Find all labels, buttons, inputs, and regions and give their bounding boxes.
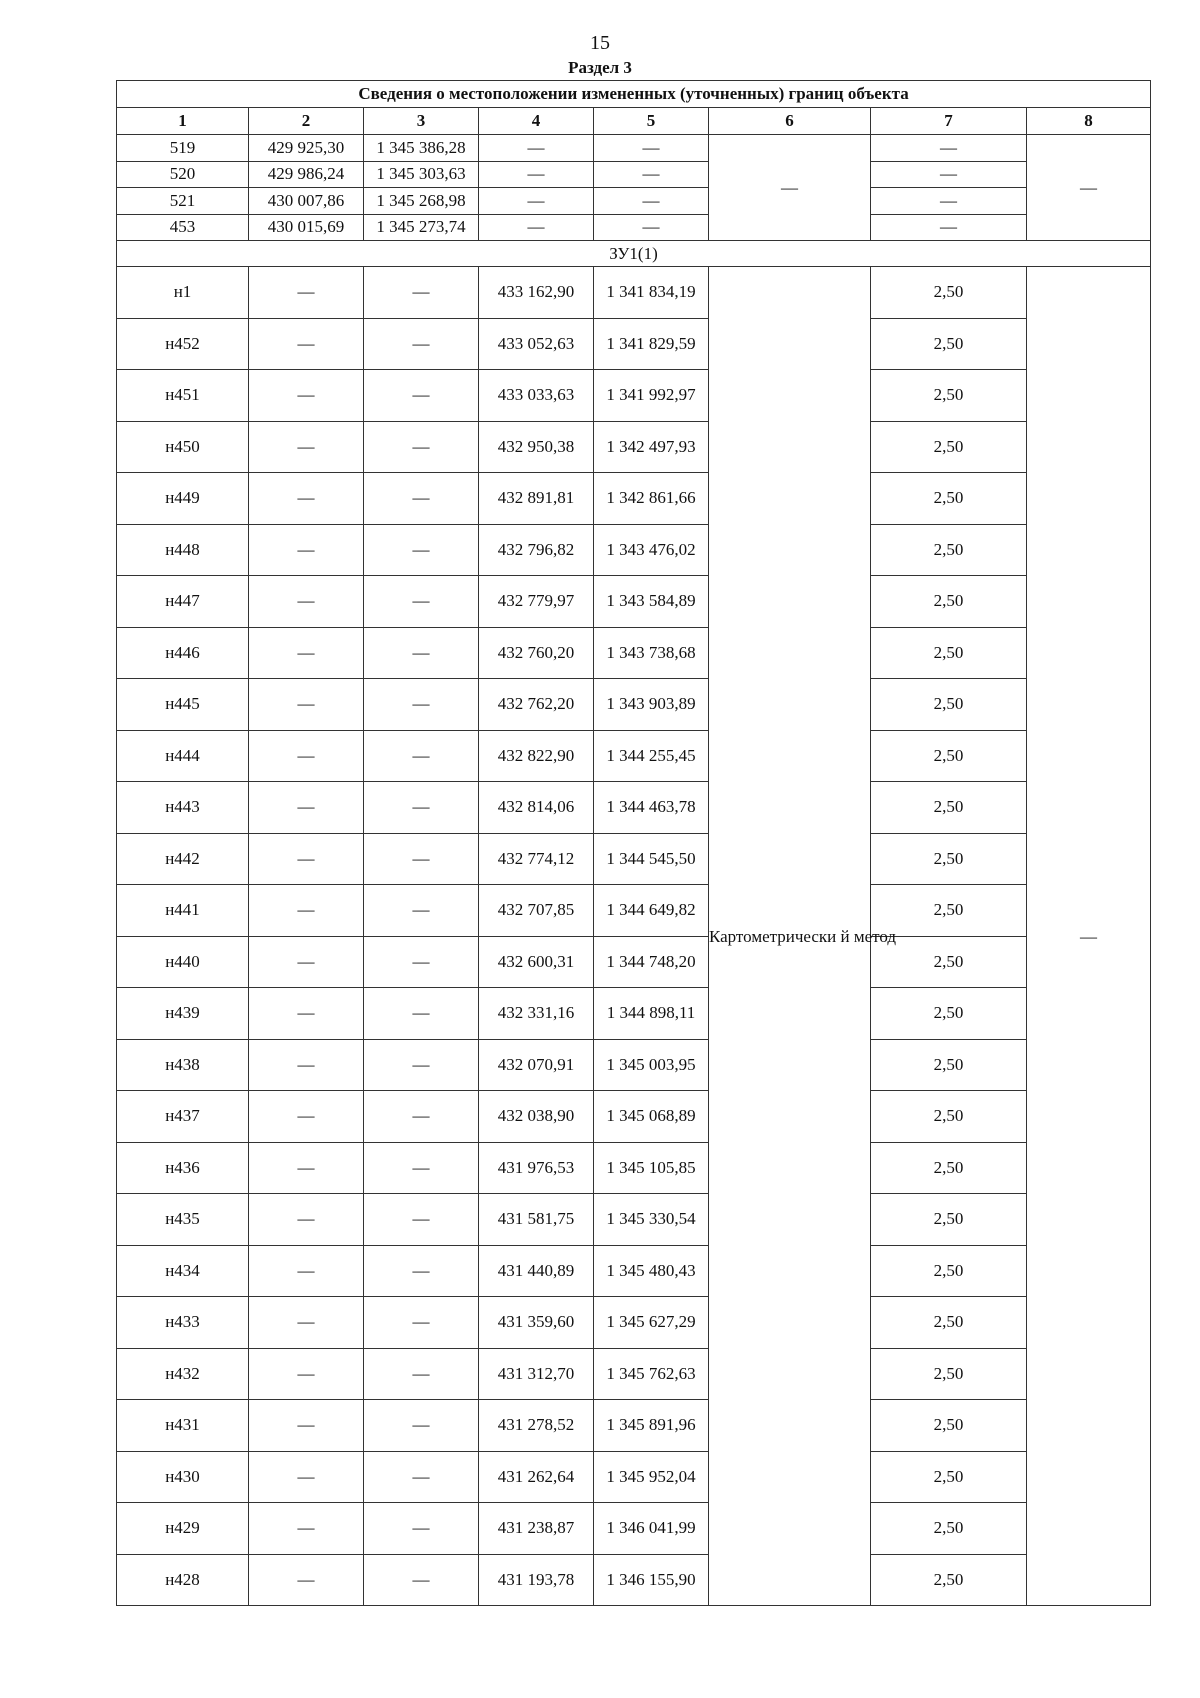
y-coordinate-cell: — <box>364 782 479 834</box>
table-row <box>117 576 1151 628</box>
new-x-cell: 432 760,20 <box>479 627 594 679</box>
y-coordinate-cell: — <box>364 627 479 679</box>
accuracy-cell: 2,50 <box>871 576 1027 628</box>
accuracy-cell: 2,50 <box>871 1348 1027 1400</box>
new-y-cell: 1 344 898,11 <box>594 988 709 1040</box>
point-number-cell: н433 <box>117 1297 249 1349</box>
accuracy-cell: 2,50 <box>871 1554 1027 1606</box>
x-coordinate-cell: — <box>249 524 364 576</box>
new-y-cell: 1 345 003,95 <box>594 1039 709 1091</box>
new-x-cell: 432 796,82 <box>479 524 594 576</box>
x-coordinate-cell: — <box>249 679 364 731</box>
x-coordinate-cell: — <box>249 782 364 834</box>
y-coordinate-cell: — <box>364 936 479 988</box>
x-coordinate-cell: — <box>249 1245 364 1297</box>
x-coordinate-cell: — <box>249 1142 364 1194</box>
accuracy-cell: 2,50 <box>871 833 1027 885</box>
new-x-cell: 432 070,91 <box>479 1039 594 1091</box>
point-number-cell: н452 <box>117 318 249 370</box>
point-number-cell: н447 <box>117 576 249 628</box>
x-coordinate-cell: — <box>249 988 364 1040</box>
table-row <box>117 188 1151 215</box>
column-header-7: 7 <box>871 108 1027 135</box>
point-number-cell: н440 <box>117 936 249 988</box>
table-row <box>117 318 1151 370</box>
point-number-cell: н438 <box>117 1039 249 1091</box>
y-coordinate-cell: — <box>364 1142 479 1194</box>
point-number-cell: н435 <box>117 1194 249 1246</box>
y-coordinate-cell: — <box>364 1400 479 1452</box>
table-row <box>117 421 1151 473</box>
x-coordinate-cell: — <box>249 730 364 782</box>
new-x-cell: 432 762,20 <box>479 679 594 731</box>
point-number-cell: н430 <box>117 1451 249 1503</box>
x-coordinate-cell: 430 007,86 <box>249 188 364 215</box>
new-x-cell: 433 033,63 <box>479 370 594 422</box>
x-coordinate-cell: — <box>249 1400 364 1452</box>
x-coordinate-cell: — <box>249 627 364 679</box>
table-row <box>117 370 1151 422</box>
new-x-cell: 431 238,87 <box>479 1503 594 1555</box>
point-number-cell: н451 <box>117 370 249 422</box>
point-number-cell: н449 <box>117 473 249 525</box>
table-row <box>117 1245 1151 1297</box>
point-number-cell: н445 <box>117 679 249 731</box>
new-y-cell: 1 345 480,43 <box>594 1245 709 1297</box>
accuracy-cell: 2,50 <box>871 1451 1027 1503</box>
x-coordinate-cell: — <box>249 1451 364 1503</box>
y-coordinate-cell: — <box>364 1297 479 1349</box>
x-coordinate-cell: — <box>249 936 364 988</box>
point-number-cell: н444 <box>117 730 249 782</box>
new-y-cell: 1 345 762,63 <box>594 1348 709 1400</box>
x-coordinate-cell: — <box>249 1503 364 1555</box>
x-coordinate-cell: — <box>249 1348 364 1400</box>
table-row <box>117 1142 1151 1194</box>
x-coordinate-cell: — <box>249 473 364 525</box>
new-y-cell: 1 344 649,82 <box>594 885 709 937</box>
point-number-cell: н437 <box>117 1091 249 1143</box>
column-header-4: 4 <box>479 108 594 135</box>
y-coordinate-cell: — <box>364 473 479 525</box>
table-row <box>117 1400 1151 1452</box>
group-label-row <box>117 241 1151 267</box>
new-x-cell: — <box>479 161 594 188</box>
accuracy-cell: 2,50 <box>871 370 1027 422</box>
new-y-cell: — <box>594 188 709 215</box>
table-row <box>117 1348 1151 1400</box>
table-row <box>117 988 1151 1040</box>
x-coordinate-cell: — <box>249 1194 364 1246</box>
new-y-cell: 1 341 834,19 <box>594 267 709 319</box>
new-x-cell: 431 193,78 <box>479 1554 594 1606</box>
new-x-cell: 432 779,97 <box>479 576 594 628</box>
new-y-cell: 1 342 497,93 <box>594 421 709 473</box>
new-y-cell: 1 345 105,85 <box>594 1142 709 1194</box>
y-coordinate-cell: — <box>364 1554 479 1606</box>
x-coordinate-cell: — <box>249 421 364 473</box>
new-y-cell: 1 344 255,45 <box>594 730 709 782</box>
y-coordinate-cell: — <box>364 833 479 885</box>
new-y-cell: — <box>594 214 709 241</box>
column-header-8: 8 <box>1027 108 1151 135</box>
new-x-cell: — <box>479 135 594 162</box>
y-coordinate-cell: — <box>364 1503 479 1555</box>
new-x-cell: 432 814,06 <box>479 782 594 834</box>
new-x-cell: 431 312,70 <box>479 1348 594 1400</box>
table-row <box>117 679 1151 731</box>
new-y-cell: 1 343 738,68 <box>594 627 709 679</box>
column-header-row <box>117 108 1151 135</box>
accuracy-cell: 2,50 <box>871 1503 1027 1555</box>
table-row <box>117 161 1151 188</box>
y-coordinate-cell: — <box>364 1194 479 1246</box>
new-x-cell: 433 052,63 <box>479 318 594 370</box>
new-x-cell: 431 278,52 <box>479 1400 594 1452</box>
new-y-cell: 1 346 041,99 <box>594 1503 709 1555</box>
new-y-cell: 1 345 952,04 <box>594 1451 709 1503</box>
note-cell: — <box>1027 267 1151 1606</box>
accuracy-cell: 2,50 <box>871 318 1027 370</box>
table-row <box>117 936 1151 988</box>
point-number-cell: н432 <box>117 1348 249 1400</box>
y-coordinate-cell: — <box>364 267 479 319</box>
table-row <box>117 730 1151 782</box>
new-y-cell: 1 342 861,66 <box>594 473 709 525</box>
accuracy-cell: — <box>871 161 1027 188</box>
new-x-cell: 431 262,64 <box>479 1451 594 1503</box>
new-y-cell: 1 345 891,96 <box>594 1400 709 1452</box>
accuracy-cell: 2,50 <box>871 885 1027 937</box>
accuracy-cell: 2,50 <box>871 782 1027 834</box>
x-coordinate-cell: — <box>249 1039 364 1091</box>
point-number-cell: н1 <box>117 267 249 319</box>
accuracy-cell: 2,50 <box>871 627 1027 679</box>
new-y-cell: 1 345 627,29 <box>594 1297 709 1349</box>
table-row <box>117 1039 1151 1091</box>
point-number-cell: н429 <box>117 1503 249 1555</box>
point-number-cell: н439 <box>117 988 249 1040</box>
table-caption: Сведения о местоположении измененных (уточненных) границ объекта <box>117 81 1151 108</box>
y-coordinate-cell: 1 345 386,28 <box>364 135 479 162</box>
y-coordinate-cell: 1 345 303,63 <box>364 161 479 188</box>
accuracy-cell: 2,50 <box>871 524 1027 576</box>
point-number-cell: 453 <box>117 214 249 241</box>
column-header-2: 2 <box>249 108 364 135</box>
y-coordinate-cell: — <box>364 370 479 422</box>
y-coordinate-cell: — <box>364 1091 479 1143</box>
accuracy-cell: 2,50 <box>871 1194 1027 1246</box>
x-coordinate-cell: 429 925,30 <box>249 135 364 162</box>
y-coordinate-cell: — <box>364 421 479 473</box>
x-coordinate-cell: — <box>249 267 364 319</box>
column-header-5: 5 <box>594 108 709 135</box>
x-coordinate-cell: 429 986,24 <box>249 161 364 188</box>
x-coordinate-cell: — <box>249 318 364 370</box>
point-number-cell: н431 <box>117 1400 249 1452</box>
column-header-3: 3 <box>364 108 479 135</box>
new-y-cell: — <box>594 135 709 162</box>
accuracy-cell: 2,50 <box>871 1245 1027 1297</box>
accuracy-cell: 2,50 <box>871 988 1027 1040</box>
accuracy-cell: — <box>871 214 1027 241</box>
section-title: Раздел 3 <box>568 58 632 77</box>
new-x-cell: 432 950,38 <box>479 421 594 473</box>
point-number-cell: н436 <box>117 1142 249 1194</box>
new-y-cell: 1 344 463,78 <box>594 782 709 834</box>
accuracy-cell: 2,50 <box>871 473 1027 525</box>
y-coordinate-cell: — <box>364 679 479 731</box>
y-coordinate-cell: — <box>364 1245 479 1297</box>
new-y-cell: 1 343 584,89 <box>594 576 709 628</box>
new-x-cell: 431 976,53 <box>479 1142 594 1194</box>
new-x-cell: 432 822,90 <box>479 730 594 782</box>
x-coordinate-cell: — <box>249 370 364 422</box>
new-x-cell: 431 581,75 <box>479 1194 594 1246</box>
new-x-cell: 432 331,16 <box>479 988 594 1040</box>
accuracy-cell: 2,50 <box>871 421 1027 473</box>
point-number-cell: н434 <box>117 1245 249 1297</box>
y-coordinate-cell: 1 345 273,74 <box>364 214 479 241</box>
table-row <box>117 627 1151 679</box>
method-cell: — <box>709 135 871 241</box>
new-y-cell: 1 344 748,20 <box>594 936 709 988</box>
y-coordinate-cell: — <box>364 1348 479 1400</box>
table-row <box>117 833 1151 885</box>
accuracy-cell: 2,50 <box>871 1142 1027 1194</box>
accuracy-cell: 2,50 <box>871 267 1027 319</box>
point-number-cell: н442 <box>117 833 249 885</box>
x-coordinate-cell: — <box>249 1091 364 1143</box>
y-coordinate-cell: — <box>364 988 479 1040</box>
group-label: ЗУ1(1) <box>117 241 1151 267</box>
new-y-cell: 1 344 545,50 <box>594 833 709 885</box>
page-number: 15 <box>590 32 610 54</box>
y-coordinate-cell: — <box>364 318 479 370</box>
table-row <box>117 1297 1151 1349</box>
x-coordinate-cell: — <box>249 885 364 937</box>
point-number-cell: н448 <box>117 524 249 576</box>
accuracy-cell: 2,50 <box>871 1039 1027 1091</box>
y-coordinate-cell: — <box>364 1039 479 1091</box>
table-row <box>117 1554 1151 1606</box>
table-row <box>117 267 1151 319</box>
table-row <box>117 782 1151 834</box>
table-row <box>117 214 1151 241</box>
point-number-cell: 519 <box>117 135 249 162</box>
accuracy-cell: — <box>871 135 1027 162</box>
column-header-1: 1 <box>117 108 249 135</box>
new-x-cell: 431 359,60 <box>479 1297 594 1349</box>
new-x-cell: 433 162,90 <box>479 267 594 319</box>
y-coordinate-cell: — <box>364 885 479 937</box>
new-y-cell: — <box>594 161 709 188</box>
x-coordinate-cell: — <box>249 576 364 628</box>
point-number-cell: н443 <box>117 782 249 834</box>
accuracy-cell: 2,50 <box>871 1297 1027 1349</box>
y-coordinate-cell: — <box>364 730 479 782</box>
new-y-cell: 1 346 155,90 <box>594 1554 709 1606</box>
table-row <box>117 885 1151 937</box>
new-x-cell: 432 600,31 <box>479 936 594 988</box>
x-coordinate-cell: 430 015,69 <box>249 214 364 241</box>
accuracy-cell: — <box>871 188 1027 215</box>
new-x-cell: 432 038,90 <box>479 1091 594 1143</box>
method-cell: Картометрически й метод <box>709 267 871 1606</box>
x-coordinate-cell: — <box>249 833 364 885</box>
accuracy-cell: 2,50 <box>871 1400 1027 1452</box>
boundary-points-table <box>116 80 1151 1606</box>
note-cell: — <box>1027 135 1151 241</box>
new-y-cell: 1 341 829,59 <box>594 318 709 370</box>
table-row <box>117 1194 1151 1246</box>
table-body <box>117 135 1151 1606</box>
new-x-cell: 432 707,85 <box>479 885 594 937</box>
accuracy-cell: 2,50 <box>871 730 1027 782</box>
table-row <box>117 473 1151 525</box>
point-number-cell: 520 <box>117 161 249 188</box>
point-number-cell: н446 <box>117 627 249 679</box>
new-y-cell: 1 343 476,02 <box>594 524 709 576</box>
new-x-cell: — <box>479 214 594 241</box>
accuracy-cell: 2,50 <box>871 679 1027 731</box>
point-number-cell: н428 <box>117 1554 249 1606</box>
table-row <box>117 1091 1151 1143</box>
x-coordinate-cell: — <box>249 1554 364 1606</box>
y-coordinate-cell: — <box>364 576 479 628</box>
new-x-cell: 432 891,81 <box>479 473 594 525</box>
table-row <box>117 524 1151 576</box>
accuracy-cell: 2,50 <box>871 936 1027 988</box>
new-x-cell: 432 774,12 <box>479 833 594 885</box>
y-coordinate-cell: — <box>364 1451 479 1503</box>
new-y-cell: 1 341 992,97 <box>594 370 709 422</box>
column-header-6: 6 <box>709 108 871 135</box>
point-number-cell: н450 <box>117 421 249 473</box>
new-x-cell: — <box>479 188 594 215</box>
accuracy-cell: 2,50 <box>871 1091 1027 1143</box>
new-y-cell: 1 343 903,89 <box>594 679 709 731</box>
table-row <box>117 1503 1151 1555</box>
table-row <box>117 135 1151 162</box>
new-y-cell: 1 345 068,89 <box>594 1091 709 1143</box>
new-x-cell: 431 440,89 <box>479 1245 594 1297</box>
y-coordinate-cell: 1 345 268,98 <box>364 188 479 215</box>
table-row <box>117 1451 1151 1503</box>
x-coordinate-cell: — <box>249 1297 364 1349</box>
new-y-cell: 1 345 330,54 <box>594 1194 709 1246</box>
y-coordinate-cell: — <box>364 524 479 576</box>
point-number-cell: 521 <box>117 188 249 215</box>
point-number-cell: н441 <box>117 885 249 937</box>
